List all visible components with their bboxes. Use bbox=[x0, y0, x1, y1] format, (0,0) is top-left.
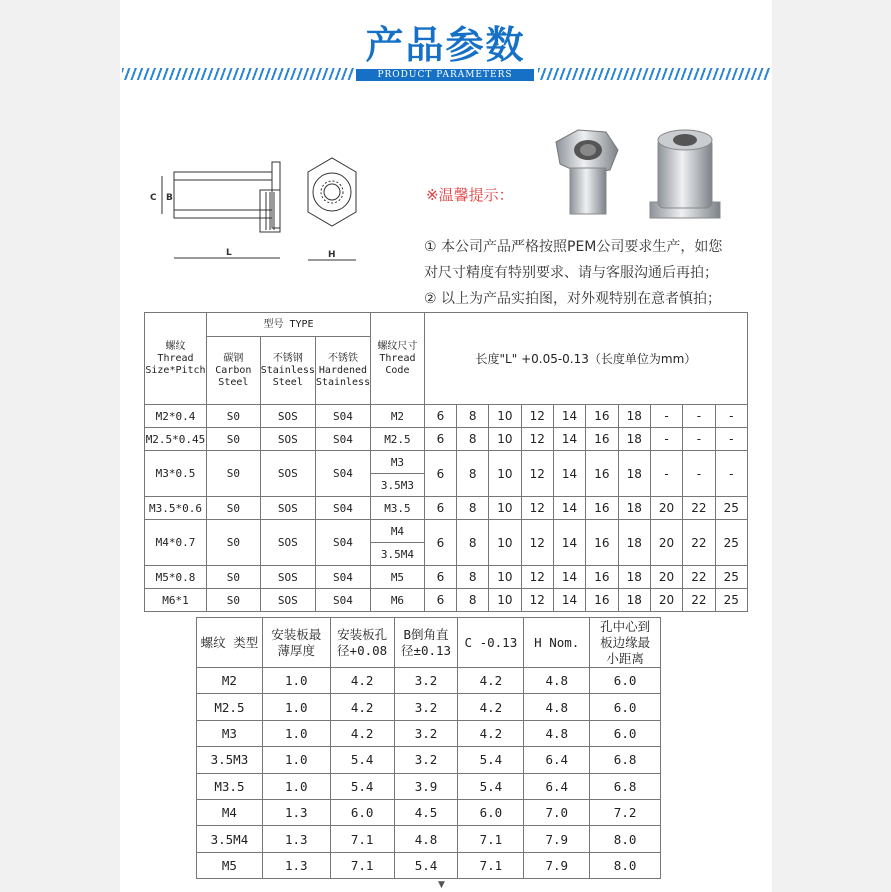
table-row bbox=[145, 428, 748, 451]
dim-h: H bbox=[328, 250, 336, 260]
length-cell: 16 bbox=[586, 428, 618, 451]
table-cell: 4.2 bbox=[330, 694, 394, 720]
table-cell: 6.8 bbox=[590, 747, 661, 773]
table-cell: 1.3 bbox=[262, 799, 330, 825]
length-cell: - bbox=[650, 428, 682, 451]
length-cell: 14 bbox=[553, 589, 585, 612]
mounting-table-header bbox=[197, 618, 661, 668]
length-cell: 18 bbox=[618, 497, 650, 520]
length-cell: 8 bbox=[457, 428, 489, 451]
head-type: 型号 TYPE bbox=[206, 313, 370, 337]
table-cell: 5.4 bbox=[330, 773, 394, 799]
carbon-steel-cell: S0 bbox=[206, 428, 260, 451]
table-cell: 4.8 bbox=[524, 694, 590, 720]
thread-size-cell: M5*0.8 bbox=[145, 566, 207, 589]
table-cell: 1.0 bbox=[262, 694, 330, 720]
thread-code-cell: M5 bbox=[371, 566, 425, 589]
table-cell: M3.5 bbox=[197, 773, 263, 799]
length-cell: 8 bbox=[457, 405, 489, 428]
length-cell: 14 bbox=[553, 497, 585, 520]
carbon-steel-cell: S0 bbox=[206, 451, 260, 497]
table-row bbox=[197, 773, 661, 799]
length-cell: 8 bbox=[457, 497, 489, 520]
column-header: 安装板孔 径+0.08 bbox=[330, 618, 394, 668]
length-cell: - bbox=[683, 451, 715, 497]
length-cell: 10 bbox=[489, 566, 521, 589]
stainless-steel-cell: SOS bbox=[260, 520, 315, 566]
notice-line: ① 本公司产品严格按照PEM公司要求生产，如您 bbox=[424, 239, 723, 255]
length-cell: 10 bbox=[489, 589, 521, 612]
stainless-steel-cell: SOS bbox=[260, 451, 315, 497]
thread-size-cell: M3.5*0.6 bbox=[145, 497, 207, 520]
length-cell: 8 bbox=[457, 451, 489, 497]
length-cell: 8 bbox=[457, 589, 489, 612]
table-row bbox=[197, 694, 661, 720]
thread-size-cell: M4*0.7 bbox=[145, 520, 207, 566]
table-cell: 5.4 bbox=[458, 773, 524, 799]
thread-code-cell: M6 bbox=[371, 589, 425, 612]
length-cell: 16 bbox=[586, 520, 618, 566]
length-cell: 22 bbox=[683, 520, 715, 566]
table-cell: 4.8 bbox=[524, 720, 590, 746]
length-cell: 12 bbox=[521, 405, 553, 428]
technical-drawing bbox=[148, 150, 408, 270]
title-divider-right bbox=[538, 68, 770, 80]
length-cell: - bbox=[683, 405, 715, 428]
table-cell: 5.4 bbox=[394, 852, 458, 878]
length-cell: 25 bbox=[715, 497, 747, 520]
column-header: H Nom. bbox=[524, 618, 590, 668]
table-row bbox=[145, 520, 748, 543]
table-cell: 1.3 bbox=[262, 826, 330, 852]
table-cell: 6.0 bbox=[590, 668, 661, 694]
hardened-stainless-cell: S04 bbox=[315, 405, 370, 428]
length-cell: - bbox=[715, 405, 747, 428]
thread-code-cell: M2.5 bbox=[371, 428, 425, 451]
table-cell: 5.4 bbox=[458, 747, 524, 773]
length-cell: 20 bbox=[650, 566, 682, 589]
thread-code-cell: M2 bbox=[371, 405, 425, 428]
scroll-down-icon[interactable]: ▼ bbox=[438, 880, 445, 890]
table-cell: 4.2 bbox=[330, 720, 394, 746]
stainless-steel-cell: SOS bbox=[260, 566, 315, 589]
table-cell: 3.5M4 bbox=[197, 826, 263, 852]
table-row bbox=[145, 451, 748, 474]
table-cell: 4.5 bbox=[394, 799, 458, 825]
length-cell: 20 bbox=[650, 497, 682, 520]
table-cell: 4.2 bbox=[330, 668, 394, 694]
length-cell: 18 bbox=[618, 405, 650, 428]
dim-c: C bbox=[150, 193, 157, 203]
hardened-stainless-cell: S04 bbox=[315, 589, 370, 612]
notice-list bbox=[424, 234, 764, 312]
length-cell: 14 bbox=[553, 566, 585, 589]
table-cell: 6.0 bbox=[590, 694, 661, 720]
page-subtitle: PRODUCT PARAMETERS bbox=[356, 69, 534, 81]
page-title: 产品参数 bbox=[365, 23, 526, 67]
table-cell: 6.0 bbox=[458, 799, 524, 825]
length-cell: 6 bbox=[424, 428, 456, 451]
hardened-stainless-cell: S04 bbox=[315, 428, 370, 451]
length-cell: 20 bbox=[650, 589, 682, 612]
table-cell: 7.1 bbox=[330, 826, 394, 852]
table-cell: 3.2 bbox=[394, 694, 458, 720]
column-header: C -0.13 bbox=[458, 618, 524, 668]
thread-code-cell: M3.5 bbox=[371, 497, 425, 520]
hardened-stainless-cell: S04 bbox=[315, 520, 370, 566]
stainless-steel-cell: SOS bbox=[260, 405, 315, 428]
column-header: 螺纹 类型 bbox=[197, 618, 263, 668]
product-photo bbox=[548, 120, 728, 230]
length-cell: 14 bbox=[553, 451, 585, 497]
table-row bbox=[145, 589, 748, 612]
length-cell: 12 bbox=[521, 497, 553, 520]
table-cell: 6.4 bbox=[524, 773, 590, 799]
length-cell: 18 bbox=[618, 451, 650, 497]
table-row bbox=[145, 405, 748, 428]
title-divider-left bbox=[122, 68, 354, 80]
table-cell: 7.9 bbox=[524, 852, 590, 878]
table-row bbox=[197, 799, 661, 825]
length-cell: 10 bbox=[489, 428, 521, 451]
table-row bbox=[197, 668, 661, 694]
table-row bbox=[197, 852, 661, 878]
head-stainless-steel: 不锈钢 Stainless Steel bbox=[260, 337, 315, 405]
dim-b: B bbox=[166, 193, 173, 203]
carbon-steel-cell: S0 bbox=[206, 566, 260, 589]
mounting-table bbox=[196, 617, 661, 879]
length-cell: 16 bbox=[586, 497, 618, 520]
table-cell: 1.0 bbox=[262, 720, 330, 746]
table-cell: M2 bbox=[197, 668, 263, 694]
specification-table-body bbox=[145, 405, 748, 612]
table-cell: 7.1 bbox=[458, 852, 524, 878]
table-cell: 4.8 bbox=[394, 826, 458, 852]
table-cell: M2.5 bbox=[197, 694, 263, 720]
table-cell: 3.2 bbox=[394, 747, 458, 773]
table-cell: M5 bbox=[197, 852, 263, 878]
column-header: 安装板最 薄厚度 bbox=[262, 618, 330, 668]
table-cell: 6.0 bbox=[590, 720, 661, 746]
table-cell: 1.3 bbox=[262, 852, 330, 878]
length-cell: 22 bbox=[683, 589, 715, 612]
length-cell: 10 bbox=[489, 451, 521, 497]
table-row bbox=[197, 747, 661, 773]
table-cell: M3 bbox=[197, 720, 263, 746]
length-cell: - bbox=[650, 405, 682, 428]
specification-table bbox=[144, 312, 748, 612]
table-cell: 7.9 bbox=[524, 826, 590, 852]
table-cell: 4.2 bbox=[458, 668, 524, 694]
hardened-stainless-cell: S04 bbox=[315, 566, 370, 589]
length-cell: 25 bbox=[715, 589, 747, 612]
carbon-steel-cell: S0 bbox=[206, 589, 260, 612]
table-cell: M4 bbox=[197, 799, 263, 825]
length-cell: 12 bbox=[521, 451, 553, 497]
thread-size-cell: M3*0.5 bbox=[145, 451, 207, 497]
length-cell: 14 bbox=[553, 520, 585, 566]
notice-title: ※温馨提示： bbox=[426, 186, 514, 204]
table-row bbox=[145, 497, 748, 520]
carbon-steel-cell: S0 bbox=[206, 405, 260, 428]
column-header: 孔中心到 板边缘最 小距离 bbox=[590, 618, 661, 668]
stainless-steel-cell: SOS bbox=[260, 428, 315, 451]
length-cell: 12 bbox=[521, 589, 553, 612]
length-cell: 14 bbox=[553, 428, 585, 451]
length-cell: - bbox=[715, 451, 747, 497]
length-cell: - bbox=[683, 428, 715, 451]
length-cell: 6 bbox=[424, 589, 456, 612]
length-cell: 6 bbox=[424, 497, 456, 520]
table-row bbox=[145, 566, 748, 589]
table-cell: 7.1 bbox=[330, 852, 394, 878]
thread-code-cell: M3 bbox=[371, 451, 425, 474]
table-cell: 7.2 bbox=[590, 799, 661, 825]
thread-size-cell: M2.5*0.45 bbox=[145, 428, 207, 451]
hardened-stainless-cell: S04 bbox=[315, 497, 370, 520]
length-cell: 6 bbox=[424, 566, 456, 589]
length-cell: 6 bbox=[424, 405, 456, 428]
table-cell: 6.0 bbox=[330, 799, 394, 825]
head-length: 长度"L" +0.05-0.13（长度单位为mm） bbox=[424, 313, 747, 405]
length-cell: - bbox=[715, 428, 747, 451]
length-cell: 18 bbox=[618, 428, 650, 451]
thread-code-cell: 3.5M3 bbox=[371, 474, 425, 497]
carbon-steel-cell: S0 bbox=[206, 520, 260, 566]
table-cell: 3.5M3 bbox=[197, 747, 263, 773]
length-cell: 18 bbox=[618, 566, 650, 589]
thread-size-cell: M2*0.4 bbox=[145, 405, 207, 428]
table-cell: 6.4 bbox=[524, 747, 590, 773]
dim-l: L bbox=[226, 248, 232, 258]
length-cell: 10 bbox=[489, 497, 521, 520]
table-row bbox=[197, 826, 661, 852]
length-cell: 16 bbox=[586, 405, 618, 428]
column-header: B倒角直 径±0.13 bbox=[394, 618, 458, 668]
length-cell: 16 bbox=[586, 566, 618, 589]
length-cell: 14 bbox=[553, 405, 585, 428]
notice-line: 对尺寸精度有特别要求、请与客服沟通后再拍； bbox=[424, 265, 718, 281]
length-cell: 25 bbox=[715, 520, 747, 566]
length-cell: 12 bbox=[521, 428, 553, 451]
table-cell: 6.8 bbox=[590, 773, 661, 799]
length-cell: 25 bbox=[715, 566, 747, 589]
table-cell: 4.8 bbox=[524, 668, 590, 694]
thread-size-cell: M6*1 bbox=[145, 589, 207, 612]
thread-code-cell: 3.5M4 bbox=[371, 543, 425, 566]
table-cell: 1.0 bbox=[262, 668, 330, 694]
length-cell: - bbox=[650, 451, 682, 497]
table-cell: 3.2 bbox=[394, 720, 458, 746]
head-hardened-stainless: 不锈铁 Hardened Stainless bbox=[315, 337, 370, 405]
table-cell: 5.4 bbox=[330, 747, 394, 773]
length-cell: 12 bbox=[521, 566, 553, 589]
head-carbon-steel: 碳钢 Carbon Steel bbox=[206, 337, 260, 405]
head-thread-code: 螺纹尺寸 Thread Code bbox=[371, 313, 425, 405]
length-cell: 16 bbox=[586, 451, 618, 497]
thread-code-cell: M4 bbox=[371, 520, 425, 543]
length-cell: 18 bbox=[618, 589, 650, 612]
table-cell: 8.0 bbox=[590, 852, 661, 878]
length-cell: 6 bbox=[424, 451, 456, 497]
table-cell: 1.0 bbox=[262, 747, 330, 773]
head-thread-size: 螺纹 Thread Size*Pitch bbox=[145, 313, 207, 405]
table-row bbox=[197, 720, 661, 746]
table-cell: 3.2 bbox=[394, 668, 458, 694]
length-cell: 18 bbox=[618, 520, 650, 566]
length-cell: 16 bbox=[586, 589, 618, 612]
hardened-stainless-cell: S04 bbox=[315, 451, 370, 497]
carbon-steel-cell: S0 bbox=[206, 497, 260, 520]
length-cell: 8 bbox=[457, 566, 489, 589]
length-cell: 10 bbox=[489, 405, 521, 428]
length-cell: 6 bbox=[424, 520, 456, 566]
notice-line: ② 以上为产品实拍图，对外观特别在意者慎拍； bbox=[424, 291, 721, 307]
table-cell: 1.0 bbox=[262, 773, 330, 799]
mounting-table-body bbox=[197, 668, 661, 879]
table-cell: 7.1 bbox=[458, 826, 524, 852]
length-cell: 10 bbox=[489, 520, 521, 566]
length-cell: 22 bbox=[683, 497, 715, 520]
table-cell: 7.0 bbox=[524, 799, 590, 825]
stainless-steel-cell: SOS bbox=[260, 589, 315, 612]
table-cell: 8.0 bbox=[590, 826, 661, 852]
table-cell: 3.9 bbox=[394, 773, 458, 799]
length-cell: 20 bbox=[650, 520, 682, 566]
table-cell: 4.2 bbox=[458, 694, 524, 720]
length-cell: 22 bbox=[683, 566, 715, 589]
length-cell: 12 bbox=[521, 520, 553, 566]
table-cell: 4.2 bbox=[458, 720, 524, 746]
stainless-steel-cell: SOS bbox=[260, 497, 315, 520]
length-cell: 8 bbox=[457, 520, 489, 566]
